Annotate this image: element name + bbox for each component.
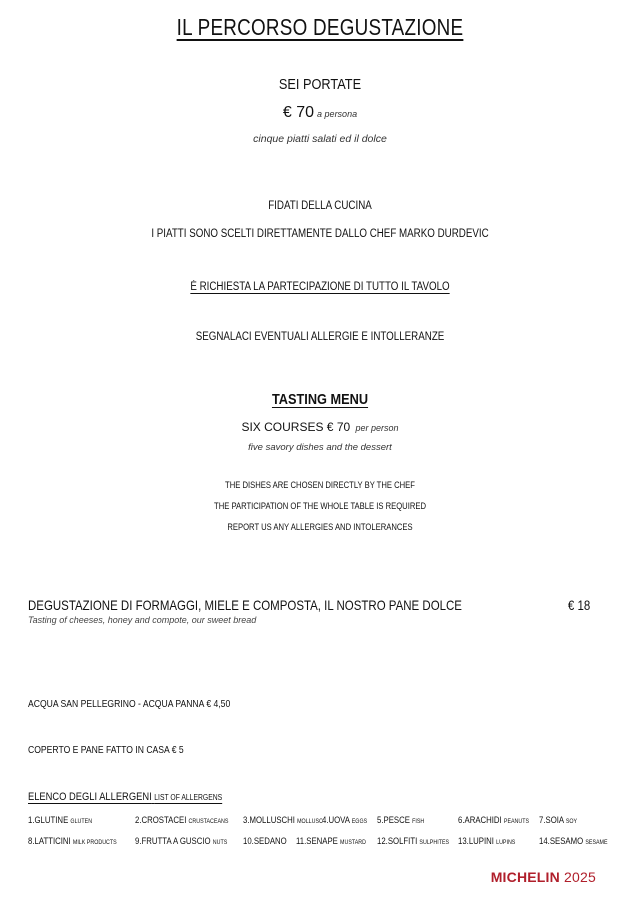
table-notice: È RICHIESTA LA PARTECIPAZIONE DI TUTTO IL TAVOLO — [190, 281, 450, 293]
allergen-item: 7.SOIA SOY — [539, 815, 578, 826]
allergen-item: 10.SEDANO — [243, 836, 287, 847]
cover-line: COPERTO E PANE FATTO IN CASA € 5 — [28, 744, 184, 756]
page-title: IL PERCORSO DEGUSTAZIONE — [176, 14, 464, 40]
trust-heading: FIDATI DELLA CUCINA — [268, 200, 372, 212]
cheese-price: € 18 — [567, 597, 590, 613]
price-line — [0, 104, 640, 122]
michelin-logo — [491, 869, 596, 885]
english-description: five savory dishes and the dessert — [248, 442, 392, 453]
allergen-item: 4.UOVA EGGS — [322, 815, 368, 826]
allergen-item: 1.GLUTINE GLUTEN — [28, 815, 93, 826]
trust-text: I PIATTI SONO SCELTI DIRETTAMENTE DALLO CHEF MARKO DURDEVIC — [151, 228, 489, 240]
english-price-note: per person — [355, 423, 399, 433]
allergen-item: 13.LUPINI LUPINS — [458, 836, 516, 847]
english-line-chef: THE DISHES ARE CHOSEN DIRECTLY BY THE CHEF — [225, 480, 415, 490]
allergen-item: 9.FRUTTA A GUSCIO NUTS — [135, 836, 228, 847]
allergens-title — [28, 791, 222, 803]
allergens-title-en: LIST OF ALLERGENS — [154, 793, 223, 802]
price-value: € 70 — [282, 104, 315, 121]
allergen-item: 8.LATTICINI MILK PRODUCTS — [28, 836, 117, 847]
english-courses: SIX COURSES € 70 — [241, 420, 351, 434]
allergen-item: 12.SOLFITI SULPHITES — [377, 836, 450, 847]
allergen-item: 2.CROSTACEI CRUSTACEANS — [135, 815, 229, 826]
courses-heading: SEI PORTATE — [278, 76, 362, 93]
cheese-subtitle: Tasting of cheeses, honey and compote, our sweet bread — [28, 615, 257, 625]
allergen-item: 3.MOLLUSCHI MOLLUSC — [243, 815, 323, 826]
menu-description: cinque piatti salati ed il dolce — [253, 133, 387, 145]
english-line-table: THE PARTICIPATION OF THE WHOLE TABLE IS REQUIRED — [214, 501, 426, 511]
allergen-item: 5.PESCE FISH — [377, 815, 425, 826]
michelin-brand: MICHELIN — [490, 869, 560, 885]
english-courses-line — [0, 420, 640, 434]
michelin-year: 2025 — [564, 869, 596, 885]
allergy-notice: SEGNALACI EVENTUALI ALLERGIE E INTOLLERANZE — [195, 331, 445, 343]
water-line: ACQUA SAN PELLEGRINO - ACQUA PANNA € 4,50 — [28, 698, 231, 710]
allergen-item: 6.ARACHIDI PEANUTS — [458, 815, 530, 826]
price-note: a persona — [317, 109, 358, 119]
english-line-allergies: REPORT US ANY ALLERGIES AND INTOLERANCES — [227, 522, 413, 532]
allergen-item: 14.SESAMO SESAME — [539, 836, 608, 847]
tasting-menu-title: TASTING MENU — [271, 391, 369, 408]
allergens-title-it: ELENCO DEGLI ALLERGENI — [28, 791, 152, 803]
cheese-title: DEGUSTAZIONE DI FORMAGGI, MIELE E COMPOSTA, IL NOSTRO PANE DOLCE — [28, 597, 462, 613]
allergen-item: 11.SENAPE MUSTARD — [296, 836, 366, 847]
